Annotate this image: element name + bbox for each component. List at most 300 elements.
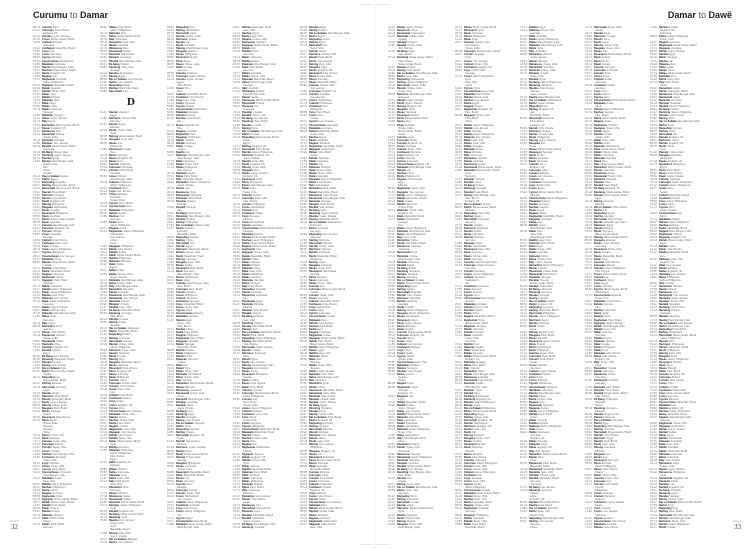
- place-description: West Bengal, India: [317, 376, 339, 380]
- place-name: Darling: [176, 29, 185, 33]
- place-name: Dakhla: [397, 412, 406, 416]
- grid-reference: 14 B3: [167, 224, 174, 228]
- place-description: Sudan: [251, 59, 260, 63]
- place-description: Orissa, India: [398, 126, 413, 130]
- grid-reference: 32 C4: [388, 114, 395, 118]
- place-name: Danakil: [242, 516, 252, 520]
- place-name: Da Nang: [242, 117, 253, 121]
- place-description: Tanzania: [471, 476, 482, 480]
- grid-reference: 46 H3: [455, 211, 462, 215]
- place-description: Indonesia: [243, 108, 255, 112]
- place-description: river, Europe: [318, 443, 334, 447]
- place-name: Darling: [397, 498, 406, 502]
- place-name: Damietta: [109, 501, 120, 505]
- place-description: Libya: [49, 102, 56, 106]
- place-name: Darfur: [309, 35, 317, 39]
- grid-reference: 55 B2: [33, 297, 40, 301]
- place-name: Dampier: [397, 461, 408, 465]
- grid-reference: 46 H3: [167, 242, 174, 246]
- place-description: Maranhão, Brazil: [310, 467, 330, 471]
- place-name: Curumu: [109, 162, 119, 166]
- index-column: [167, 26, 229, 529]
- index-entry: [388, 526, 450, 529]
- grid-reference: 14 B3: [388, 120, 395, 124]
- grid-reference: 61 A2: [388, 495, 395, 499]
- place-description: Sudan: [477, 163, 486, 167]
- place-description: Egypt: [43, 352, 50, 356]
- grid-reference: 72 C1: [300, 181, 307, 185]
- grid-reference: 72 C1: [233, 248, 240, 252]
- place-description: Germany: [465, 266, 476, 270]
- grid-reference: 61 A2: [233, 303, 240, 307]
- grid-reference: 72 C1: [33, 181, 40, 185]
- place-description: Germany: [185, 141, 197, 145]
- place-description: Indonesia: [404, 419, 416, 423]
- place-description: West Bengal, India: [530, 227, 552, 231]
- place-name: Darjeeling: [397, 284, 410, 288]
- place-description: Iran: [252, 397, 258, 401]
- place-description: Philippines: [250, 272, 264, 276]
- place-name: Dallas: [529, 41, 537, 45]
- place-name: Dagana: [109, 424, 119, 428]
- grid-reference: 19 G4: [300, 38, 308, 42]
- grid-reference: 88 D5: [100, 193, 107, 197]
- grid-reference: 88 D5: [455, 150, 462, 154]
- place-name: Daugava: [176, 50, 187, 54]
- grid-reference: 32 C4: [100, 406, 107, 410]
- place-name: Damavand: [529, 272, 543, 276]
- place-name: Daghestan: [464, 318, 478, 322]
- grid-reference: 19 G4: [455, 132, 463, 136]
- place-description: Poland: [56, 132, 65, 136]
- place-description: Orissa, India: [472, 254, 488, 258]
- grid-reference: 19 G4: [100, 138, 108, 142]
- place-name: Dachau: [529, 205, 539, 209]
- place-name: Cyprus: [309, 120, 318, 124]
- place-description: Indonesia: [477, 217, 490, 221]
- grid-reference: 29 F1: [167, 214, 174, 218]
- place-description: Iowa, USA: [117, 388, 131, 392]
- place-description: Senegal: [472, 144, 483, 148]
- place-name: Danzig: [109, 531, 118, 535]
- place-description: China: [185, 355, 193, 359]
- place-description: Australia: [49, 214, 61, 218]
- place-name: Darwin: [242, 160, 251, 164]
- place-description: Croatia: [405, 306, 414, 310]
- grid-reference: 72 C1: [100, 504, 107, 508]
- place-description: Iowa, USA: [530, 233, 543, 237]
- grid-reference: 55 B2: [33, 196, 40, 200]
- grid-reference: 46 H3: [167, 312, 174, 316]
- place-name: Dalmatia: [397, 230, 408, 234]
- grid-reference: 88 D5: [33, 495, 40, 499]
- grid-reference: 33 E2: [455, 202, 462, 206]
- place-name: Darfur: [176, 425, 184, 429]
- grid-reference: 72 C1: [388, 412, 395, 416]
- place-name: Cuyo: [242, 416, 249, 419]
- place-description: Minas Gerais, Brazil: [405, 281, 430, 285]
- grid-reference: 61 A2: [455, 38, 462, 42]
- grid-reference: 33 E2: [100, 302, 107, 306]
- place-description: Orissa, India: [405, 516, 420, 520]
- grid-reference: 55 B2: [300, 211, 307, 215]
- grid-reference: 19 G4: [233, 38, 241, 42]
- place-name: Dalaman: [242, 62, 253, 66]
- place-name: Daly: [464, 153, 470, 157]
- place-name: Daloa: [242, 486, 250, 490]
- place-description: Côte d'Ivoire: [322, 303, 337, 307]
- place-name: Davis: [109, 153, 116, 157]
- place-name: Davenport: [242, 178, 255, 182]
- grid-reference: 72 C1: [300, 175, 307, 179]
- place-name: Daghestan: [42, 495, 56, 499]
- place-name: Dadra: [242, 35, 250, 39]
- place-description: England, UK: [414, 163, 430, 167]
- place-name: Dagupan: [464, 324, 476, 328]
- grid-reference: 32 C4: [100, 437, 107, 441]
- place-name: Dabola: [109, 415, 118, 419]
- grid-reference: 61 A2: [167, 440, 174, 444]
- place-name: Darjeeling: [309, 233, 322, 237]
- grid-reference: 61 A2: [167, 318, 174, 322]
- place-name: Dahab: [397, 193, 405, 197]
- place-description: island, Philippines: [546, 196, 568, 200]
- grid-reference: 72 C1: [233, 89, 240, 93]
- grid-reference: 61 A2: [455, 425, 462, 429]
- place-name: Dadra: [464, 312, 472, 316]
- place-name: Danzig: [42, 364, 51, 368]
- grid-reference: 32 C4: [388, 208, 395, 212]
- place-description: Iowa, USA: [249, 269, 262, 273]
- grid-reference: 46 H3: [100, 299, 107, 303]
- place-description: Germany: [177, 230, 188, 234]
- place-description: Iran: [465, 281, 470, 285]
- place-name: Damascus: [109, 47, 122, 51]
- grid-reference: 55 B2: [33, 355, 40, 359]
- place-description: island, Philippines: [49, 300, 71, 304]
- grid-reference: 33 E2: [233, 330, 240, 334]
- place-name: Dandong: [309, 406, 321, 410]
- place-name: Dabola: [242, 434, 251, 438]
- grid-reference: 61 A2: [455, 86, 462, 90]
- grid-reference: 46 H3: [388, 172, 395, 176]
- grid-reference: 61 A2: [167, 370, 174, 374]
- place-description: Maranhão, Brazil: [252, 324, 273, 328]
- place-name: Daloa: [529, 47, 537, 51]
- grid-reference: 61 A2: [300, 434, 307, 438]
- place-description: Orissa, India: [117, 281, 132, 285]
- place-name: Davao: [309, 68, 317, 72]
- place-name: Curumu: [309, 83, 319, 87]
- grid-reference: 32 C4: [455, 409, 462, 413]
- place-description: Syria: [177, 437, 183, 441]
- place-description: Iowa, USA: [472, 479, 486, 483]
- grid-reference: 14 B3: [388, 294, 395, 298]
- place-description: Switzerland: [193, 108, 207, 112]
- place-description: Sudan: [118, 251, 127, 255]
- grid-reference: 32 C4: [33, 242, 40, 246]
- grid-reference: 72 C1: [455, 284, 462, 288]
- grid-reference: 72 C1: [520, 147, 527, 151]
- place-name: Cyprus: [242, 425, 251, 429]
- place-name: Danube: [309, 409, 319, 413]
- place-name: Daugava: [464, 242, 475, 246]
- place-name: Dadra: [309, 513, 317, 517]
- place-name: Damascus: [176, 388, 189, 392]
- grid-reference: 14 B3: [33, 41, 40, 45]
- grid-reference: 32 C4: [455, 26, 462, 29]
- place-description: Peru: [122, 47, 129, 51]
- place-description: Sudan: [408, 266, 417, 270]
- place-description: Côte d'Ivoire: [186, 117, 201, 121]
- place-name: Danzig: [242, 327, 251, 331]
- place-name: Dampier: [397, 41, 408, 45]
- place-name: Darling: [309, 425, 318, 429]
- grid-reference: 32 C4: [520, 199, 527, 203]
- grid-reference: 29 F1: [100, 513, 107, 517]
- grid-reference: 72 C1: [167, 516, 174, 520]
- place-name: Daloa: [109, 281, 117, 285]
- place-description: Côte d'Ivoire: [51, 364, 66, 368]
- place-name: Darfur: [42, 178, 50, 182]
- grid-reference: 14 B3: [300, 336, 307, 340]
- place-description: Switzerland: [323, 519, 337, 523]
- place-description: West Bengal, India: [473, 373, 495, 377]
- place-description: Iowa, USA: [474, 498, 487, 502]
- place-description: region, Russia: [110, 534, 127, 538]
- place-name: Darjeeling: [109, 83, 122, 87]
- grid-reference: 72 C1: [388, 373, 395, 377]
- place-description: Texas, USA: [243, 190, 257, 194]
- place-description: Switzerland: [327, 221, 342, 224]
- place-description: Côte d'Ivoire: [538, 126, 554, 130]
- grid-reference: 19 G4: [300, 260, 308, 264]
- place-description: region, Russia: [255, 345, 273, 349]
- place-description: Ethiopia: [43, 236, 53, 240]
- place-name: Curvelo: [529, 172, 539, 176]
- place-name: Cuzco: [42, 248, 50, 252]
- place-description: Minas Gerais, Brazil: [321, 288, 346, 292]
- place-name: Cuxhaven: [529, 181, 542, 185]
- grid-reference: 55 B2: [100, 26, 107, 29]
- place-name: Darwin: [309, 437, 318, 441]
- place-name: Datong: [464, 236, 473, 240]
- place-description: Senegal: [194, 422, 205, 426]
- place-name: Davao: [176, 53, 184, 57]
- place-description: island, Philippines: [472, 123, 494, 127]
- place-description: Senegal: [471, 288, 482, 292]
- place-name: Darmstadt: [42, 187, 55, 191]
- place-name: Dandong: [176, 412, 188, 416]
- grid-reference: 88 D5: [455, 464, 462, 468]
- place-description: Syria: [465, 77, 471, 81]
- place-description: Iran: [406, 169, 412, 173]
- place-name: Dar es Salaam: [42, 367, 60, 371]
- place-description: Pará, Brazil: [54, 278, 68, 282]
- place-description: Syria: [110, 525, 116, 529]
- grid-reference: 46 H3: [33, 397, 40, 401]
- place-name: Damavand: [242, 300, 256, 304]
- place-description: Tanzania: [310, 361, 321, 365]
- place-name: Cuxhaven: [242, 211, 255, 215]
- place-description: region, Russia: [186, 77, 204, 81]
- place-description: Texas, USA: [540, 29, 555, 33]
- place-name: Datong: [397, 309, 406, 313]
- grid-reference: 32 C4: [455, 35, 462, 39]
- grid-reference: 19 G4: [167, 342, 175, 346]
- grid-reference: 88 D5: [167, 141, 174, 145]
- place-description: Côte d'Ivoire: [55, 416, 71, 419]
- place-name: Cuyo: [464, 68, 471, 72]
- place-description: Sudan: [116, 400, 124, 404]
- right-page: [375, 0, 750, 549]
- place-description: Ethiopia: [398, 184, 408, 188]
- place-description: Germany: [183, 479, 195, 483]
- place-description: Indonesia: [250, 476, 263, 480]
- grid-reference: 46 H3: [300, 144, 307, 148]
- grid-reference: 29 F1: [455, 41, 462, 45]
- place-name: Dabola: [529, 202, 538, 206]
- place-name: Dabakala: [529, 199, 541, 203]
- place-description: Poland: [407, 65, 416, 69]
- grid-reference: 14 B3: [167, 163, 174, 167]
- place-description: Maranhão, Brazil: [530, 114, 550, 118]
- place-description: Poland: [253, 483, 262, 487]
- place-description: Texas, USA: [110, 522, 124, 526]
- grid-reference: 61 A2: [388, 214, 395, 218]
- place-description: Senegal: [476, 187, 486, 191]
- place-description: England, UK: [50, 71, 65, 75]
- place-description: Texas, USA: [317, 172, 332, 176]
- grid-reference: 88 D5: [300, 269, 307, 273]
- place-name: Dandong: [42, 153, 54, 157]
- place-description: Egypt: [407, 263, 414, 267]
- place-description: Sudan: [118, 211, 127, 215]
- place-description: Poland: [122, 333, 131, 337]
- grid-reference: 14 B3: [33, 160, 40, 164]
- place-description: Poland: [185, 105, 195, 109]
- grid-reference: 29 F1: [233, 26, 240, 29]
- grid-reference: 72 C1: [455, 291, 462, 295]
- place-name: Dasht: [176, 44, 184, 48]
- place-name: Cyprus: [242, 224, 251, 228]
- grid-reference: 46 H3: [167, 266, 174, 270]
- place-name: Darnah: [176, 35, 185, 39]
- grid-reference: 46 H3: [33, 38, 40, 42]
- grid-reference: 61 A2: [388, 111, 395, 115]
- place-description: Côte d'Ivoire: [398, 59, 413, 63]
- place-name: Curvelo: [109, 385, 119, 389]
- place-name: Dabola: [242, 26, 251, 29]
- place-name: Daloa: [397, 434, 405, 438]
- place-description: Minas Gerais, Brazil: [50, 501, 75, 505]
- place-name: Curvelo: [242, 202, 252, 206]
- place-description: Senegal: [188, 111, 198, 115]
- place-description: Pará, Brazil: [50, 522, 65, 526]
- place-name: Darjeeling: [42, 181, 55, 185]
- grid-reference: 46 H3: [300, 208, 307, 212]
- grid-reference: 61 A2: [388, 239, 395, 243]
- place-name: Dandong: [176, 214, 188, 218]
- grid-reference: 33 E2: [520, 190, 527, 194]
- grid-reference: 72 C1: [233, 339, 240, 343]
- grid-reference: 55 B2: [167, 464, 174, 468]
- place-description: Croatia: [415, 278, 425, 282]
- place-description: Maranhão, Brazil: [250, 254, 271, 258]
- place-description: Germany: [465, 221, 476, 224]
- place-name: Daugava: [397, 312, 408, 316]
- place-description: Iran: [540, 141, 546, 145]
- grid-reference: 61 A2: [33, 342, 40, 346]
- grid-reference: 14 B3: [167, 108, 174, 112]
- place-name: Dabola: [464, 96, 473, 100]
- place-description: river, Europe: [177, 169, 192, 173]
- grid-reference: 72 C1: [455, 342, 462, 346]
- place-name: Dahlak: [42, 504, 51, 508]
- grid-reference: 88 D5: [388, 425, 395, 429]
- place-description: Texas, USA: [52, 440, 67, 444]
- place-name: Czestochowa: [176, 108, 193, 112]
- place-name: Dachau: [42, 68, 52, 72]
- place-description: England, UK: [116, 370, 132, 374]
- place-description: Minas Gerais, Brazil: [478, 166, 502, 170]
- place-name: Cuyo: [464, 288, 471, 292]
- grid-reference: 72 C1: [300, 498, 307, 502]
- grid-reference: 29 F1: [33, 309, 40, 313]
- grid-reference: 55 B2: [520, 157, 527, 161]
- grid-reference: 72 C1: [233, 364, 240, 368]
- grid-reference: 55 B2: [33, 214, 40, 218]
- place-description: Iran: [255, 504, 261, 508]
- grid-reference: 88 D5: [233, 211, 240, 215]
- place-description: Texas, USA: [50, 464, 65, 468]
- place-name: Dagupan: [242, 452, 254, 456]
- grid-reference: 61 A2: [455, 309, 462, 313]
- grid-reference: 46 H3: [233, 221, 240, 224]
- place-description: island, Philippines: [250, 406, 272, 410]
- place-description: Sudan: [251, 257, 260, 261]
- grid-reference: 14 B3: [300, 309, 307, 313]
- place-description: Peru: [187, 409, 194, 413]
- grid-reference: 72 C1: [300, 214, 307, 218]
- place-description: Switzerland: [187, 373, 202, 377]
- place-description: Senegal: [474, 53, 485, 57]
- place-description: Ethiopia: [465, 208, 475, 212]
- place-name: Damavand: [176, 391, 190, 395]
- place-name: Dalaman: [397, 208, 408, 212]
- place-name: Davenport: [109, 147, 122, 151]
- place-description: Indonesia: [52, 272, 64, 276]
- place-name: Darling: [176, 431, 185, 435]
- place-description: Orissa, India: [474, 41, 490, 45]
- place-description: Syria: [322, 382, 329, 386]
- place-name: Danakil: [397, 44, 407, 48]
- place-name: Dagupan: [242, 251, 254, 255]
- place-name: Darjeeling: [176, 236, 189, 240]
- place-name: Cuyo: [42, 50, 49, 54]
- place-description: Iowa, USA: [320, 373, 334, 377]
- place-description: Poland: [475, 184, 484, 188]
- place-name: Cuyo: [109, 190, 116, 194]
- place-name: Da Nang: [309, 208, 320, 212]
- place-description: West Bengal, India: [398, 257, 420, 261]
- place-description: Minas Gerais, Brazil: [475, 169, 500, 173]
- grid-reference: 72 C1: [167, 422, 174, 426]
- grid-reference: 46 H3: [233, 431, 240, 435]
- place-description: region, Russia: [54, 153, 71, 157]
- place-description: Poland: [318, 29, 327, 33]
- grid-reference: 32 C4: [455, 434, 462, 438]
